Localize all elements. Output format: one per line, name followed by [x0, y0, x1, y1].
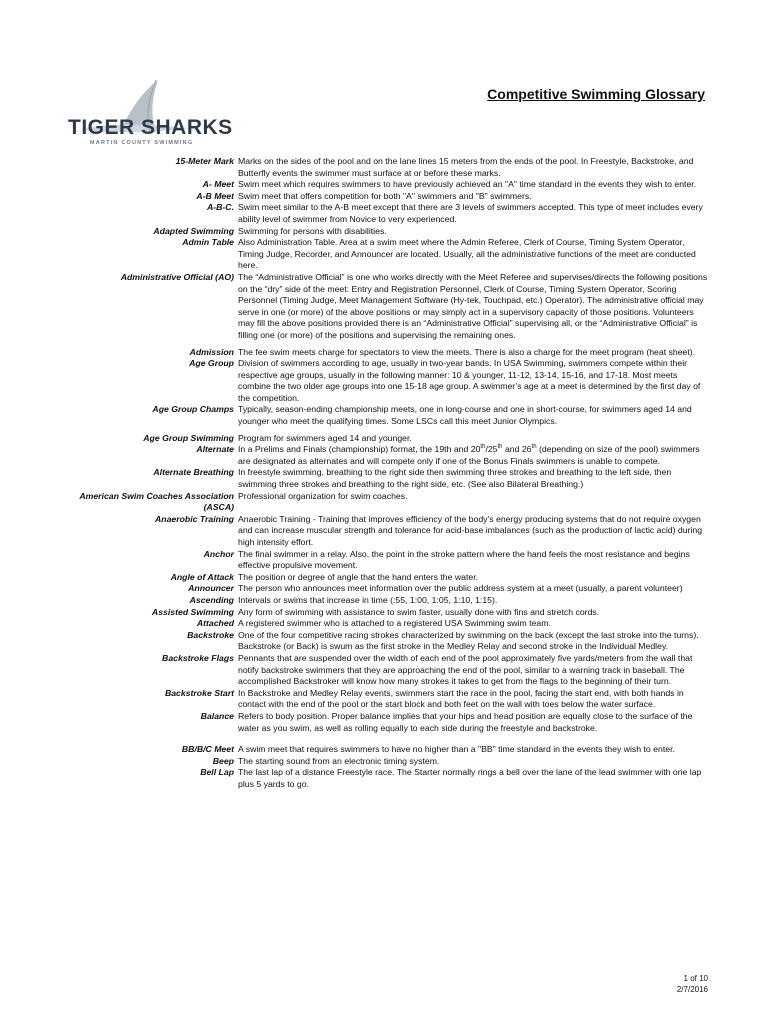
glossary-definition: The person who announces meet information over the public address system at a meet (usually, a parent volunteer)	[238, 583, 683, 594]
glossary-entry	[62, 618, 710, 630]
glossary-definition: Anaerobic Training - Training that improves efficiency of the body’s energy producing systems that do not require oxygen and can increase muscular strength and tolerance for acid-base imbalances (such as the production of lactic acid) during high intensity effort.	[238, 513, 703, 547]
document-date: 2/7/2016	[676, 985, 708, 994]
glossary-entry	[62, 226, 710, 238]
glossary-term: Announcer	[188, 583, 234, 594]
glossary-definition: The position or degree of angle that the hand enters the water.	[238, 571, 479, 582]
glossary-definition: A swim meet that requires swimmers to have no higher than a "BB" time standard in the events they wish to enter.	[238, 744, 675, 755]
glossary-definition: Professional organization for swim coaches.	[238, 490, 408, 501]
glossary-definition: Pennants that are suspended over the width of each end of the pool approximately five yards/meters from the wall that notify backstroke swimmers that they are approaching the end of the pool, similar to a warning track in baseball. The accomplished Backstroker will know how many strokes it takes to get from the flags to the beginning of their turn.	[238, 652, 693, 687]
team-logo	[60, 70, 233, 150]
glossary-term: Age Group	[189, 358, 234, 369]
glossary-term: A- Meet	[202, 179, 234, 190]
glossary-entry	[62, 467, 710, 490]
glossary-entry	[62, 572, 710, 584]
glossary-definition: In freestyle swimming, breathing to the right side then swimming three strokes and breathing to the left side, then swimming three strokes and breathing to the right side, etc. (See also Bilateral Breathing.)	[238, 467, 672, 490]
glossary-term: Backstroke Start	[164, 687, 234, 698]
page-title: Competitive Swimming Glossary	[487, 86, 705, 102]
glossary-term: Attached	[196, 618, 234, 629]
ordinal-suffix: th	[497, 444, 503, 451]
glossary-definition: Marks on the sides of the pool and on the lane lines 15 meters from the ends of the pool. In Freestyle, Backstroke, and Butterfly events the swimmer must surface at or before these marks.	[238, 156, 694, 178]
glossary-definition: In Backstroke and Medley Relay events, swimmers start the race in the pool, facing the start end, with both hands in contact with the end of the pool or the start block and both feet on the wall with toes below the water surface.	[238, 687, 684, 710]
glossary-term: Bell Lap	[200, 767, 234, 778]
glossary-entry	[62, 630, 710, 653]
glossary-term: Age Group Champs	[152, 404, 234, 415]
glossary-term: Angle of Attack	[170, 571, 234, 582]
glossary-term: Age Group Swimming	[143, 432, 234, 443]
glossary-entry	[62, 444, 710, 467]
glossary-term: Alternate	[196, 444, 234, 455]
glossary-term: 15-Meter Mark	[175, 156, 234, 166]
glossary-term: Administrative Official (AO)	[120, 271, 234, 282]
glossary-term: American Swim Coaches Association (ASCA)	[79, 490, 234, 513]
glossary-definition: Program for swimmers aged 14 and younger.	[238, 432, 412, 443]
definition-text: and 26	[502, 444, 532, 455]
glossary-entry	[62, 179, 710, 191]
glossary-entry	[62, 272, 710, 342]
glossary-definition: A registered swimmer who is attached to a registered USA Swimming swim team.	[238, 618, 551, 629]
glossary-definition: The “Administrative Official” is one who works directly with the Meet Referee and supervises/directs the following positions on the “dry” side of the meet: Entry and Registration Personnel, Clerk of Course, Timing System Operator, Scoring Personnel (Timing Judge, Meet Management Software (Hy-tek, Touchpad, etc.) Operator). The administrative official may serve in one (or more) of the above positions or may simply act in a supervisory capacity of those positions. Volunteers may fill the above positions provided there is an “Administrative Official” supervising all, or the “Administrative Official” is filling one (or more) of the positions and supervising the remaining ones.	[238, 271, 708, 340]
glossary-definition: Division of swimmers according to age, usually in two-year bands. In USA Swimming, swimmers compete within their respective age groups, usually in the following manner: 10 & younger, 11-12, 13-14, 15-16, and 17-18. Most meets combine the two older age groups into one 15-18 age group. A swimmer’s age at a meet is determined by the first day of the competition.	[238, 358, 701, 403]
glossary-entry	[62, 595, 710, 607]
glossary-entry	[62, 347, 710, 359]
glossary-term: BB/B/C Meet	[181, 744, 234, 755]
glossary-definition: Swimming for persons with disabilities.	[238, 225, 387, 236]
glossary-term: A-B-C.	[206, 202, 234, 213]
glossary-entry	[62, 191, 710, 203]
glossary-entry	[62, 583, 710, 595]
glossary-term: Beep	[212, 755, 234, 766]
glossary-term: Anaerobic Training	[154, 513, 234, 524]
glossary-entry	[62, 767, 710, 790]
glossary-entry	[62, 688, 710, 711]
ordinal-suffix: th	[531, 444, 537, 451]
ordinal-suffix: th	[480, 444, 486, 451]
glossary-term: Adapted Swimming	[153, 225, 234, 236]
glossary-definition: Intervals or swims that increase in time (:55, 1:00, 1:05, 1:10, 1:15).	[238, 594, 498, 605]
glossary-term: A-B Meet	[196, 190, 234, 201]
glossary-entry	[62, 514, 710, 549]
glossary-term: Backstroke	[187, 629, 234, 640]
glossary-term: Admin Table	[182, 237, 234, 248]
glossary-entry	[62, 711, 710, 734]
page-footer	[677, 973, 708, 995]
glossary-term: Anchor	[203, 548, 234, 559]
glossary-definition: The last lap of a distance Freestyle race. The Starter normally rings a bell over the lane of the lead swimmer with one lap plus 5 yards to go.	[238, 767, 702, 789]
glossary-definition: Also Administration Table. Area at a swim meet where the Admin Referee, Clerk of Course, Timing System Operator, Timing Judge, Recorder, and Announcer are located. Usually, all the administrative functions of the meet are conducted here.	[238, 237, 696, 271]
glossary-entry	[62, 756, 710, 768]
definition-text: (depending on size of the pool) swimmers are designated as alternates and will compete only if one of the Bonus Finals swimmers is unable to compete.	[238, 444, 700, 466]
glossary-term: Admission	[189, 346, 234, 357]
glossary-definition: The fee swim meets charge for spectators to view the meets. There is also a charge for the meet program (heat sheet).	[238, 346, 696, 357]
logo-text: TIGER SHARKS	[68, 116, 233, 139]
glossary-term: Backstroke Flags	[162, 652, 234, 663]
glossary-entry	[62, 653, 710, 688]
glossary-definition	[238, 444, 710, 467]
glossary-list	[62, 156, 710, 790]
glossary-entry	[62, 744, 710, 756]
glossary-entry	[62, 156, 710, 179]
glossary-entry	[62, 202, 710, 225]
glossary-entry	[62, 404, 710, 427]
definition-text: In a Prelims and Finals (championship) format, the 19th and 20	[238, 444, 481, 455]
glossary-entry	[62, 433, 710, 445]
glossary-definition: Typically, season-ending championship meets, one in long-course and one in short-course, for swimmers aged 14 and younger who meet the qualifying times. Some LSCs call this meet Junior Olympics.	[238, 404, 692, 427]
definition-text: /25	[485, 444, 498, 455]
logo-subtext: MARTIN COUNTY SWIMMING	[90, 140, 194, 146]
glossary-definition: One of the four competitive racing strokes characterized by swimming on the back (except the last stroke into the turns). Backstroke (or Back) is swum as the first stroke in the Medley Relay and second stroke in the Individual Medley.	[238, 629, 699, 652]
glossary-definition: The final swimmer in a relay. Also, the point in the stroke pattern where the hand feels the most resistance and begins effective propulsive movement.	[238, 548, 690, 571]
glossary-definition: Swim meet similar to the A-B meet except that there are 3 levels of swimmers accepted. This type of meet includes every ability level of swimmer from Novice to very experienced.	[238, 202, 703, 224]
glossary-entry	[62, 358, 710, 404]
glossary-term: Ascending	[189, 594, 234, 605]
glossary-definition: Refers to body position. Proper balance implies that your hips and head position are equally close to the surface of the water as you swim, as well as rolling equally to each side during the freestyle and backstroke.	[238, 710, 693, 733]
glossary-entry	[62, 491, 710, 514]
glossary-entry	[62, 237, 710, 272]
glossary-entry	[62, 549, 710, 572]
glossary-definition: Any form of swimming with assistance to swim faster, usually done with fins and stretch cords.	[238, 606, 600, 617]
page-number: 1 of 10	[683, 974, 708, 983]
glossary-term: Balance	[200, 710, 234, 721]
glossary-term: Alternate Breathing	[153, 467, 234, 478]
glossary-entry	[62, 607, 710, 619]
glossary-term: Assisted Swimming	[151, 606, 234, 617]
glossary-definition: Swim meet which requires swimmers to have previously achieved an "A" time standard in the events they wish to enter.	[238, 179, 697, 190]
glossary-definition: The starting sound from an electronic timing system.	[238, 755, 440, 766]
glossary-definition: Swim meet that offers competition for both "A" swimmers and "B" swimmers.	[238, 190, 532, 201]
